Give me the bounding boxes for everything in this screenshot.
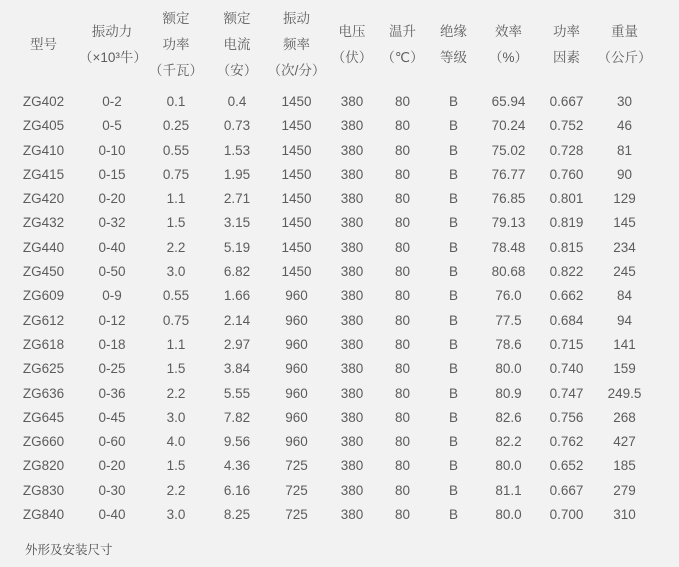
cell-vibration-force: 0-2	[102, 94, 122, 109]
cell-voltage: 380	[340, 434, 364, 450]
cell-efficiency: 70.24	[491, 118, 526, 134]
column-header-efficiency	[480, 0, 537, 90]
cell-temperature-rise: 80	[394, 118, 411, 134]
cell-insulation-class: B	[448, 166, 458, 182]
cell-efficiency: 79.13	[491, 215, 526, 231]
cell-voltage: 380	[340, 458, 364, 474]
column-header-line: （%）	[488, 50, 528, 65]
column-header-line: 型号	[30, 37, 57, 52]
cell-weight: 234	[613, 239, 636, 255]
column-header-vibration-frequency	[267, 0, 326, 90]
cell-rated-power: 2.2	[166, 239, 186, 255]
table-row	[8, 187, 653, 211]
table-row	[8, 503, 653, 527]
cell-rated-current: 5.19	[223, 239, 251, 255]
cell-insulation-class: B	[448, 458, 458, 474]
cell-weight: 249.5	[607, 385, 642, 401]
cell-vibration-frequency: 960	[285, 434, 308, 450]
cell-rated-power: 1.5	[166, 361, 186, 377]
cell-model: ZG432	[22, 215, 65, 231]
cell-vibration-frequency: 1450	[281, 191, 312, 207]
cell-voltage: 380	[340, 312, 364, 328]
cell-model: ZG645	[22, 409, 65, 425]
cell-weight: 129	[613, 191, 636, 207]
column-header-vibration-force	[79, 0, 145, 90]
cell-rated-power: 3.0	[166, 409, 186, 425]
cell-voltage: 380	[340, 118, 364, 134]
cell-model: ZG840	[22, 507, 65, 523]
cell-efficiency: 80.0	[495, 458, 522, 474]
cell-efficiency: 76.77	[491, 166, 526, 182]
cell-power-factor: 0.752	[549, 118, 584, 134]
column-header-line: （千瓦）	[149, 63, 203, 78]
cell-rated-current: 3.84	[223, 361, 251, 377]
cell-rated-current: 3.15	[223, 215, 251, 231]
cell-rated-current: 8.25	[223, 507, 251, 523]
cell-power-factor: 0.715	[549, 336, 584, 352]
column-header-line: 频率	[283, 37, 310, 52]
cell-power-factor: 0.819	[549, 215, 584, 231]
cell-voltage: 380	[340, 409, 364, 425]
table-row	[8, 211, 653, 235]
cell-rated-power: 1.1	[166, 191, 186, 207]
column-header-line: 效率	[495, 24, 522, 39]
table-row	[8, 139, 653, 163]
cell-voltage: 380	[340, 264, 364, 280]
cell-power-factor: 0.760	[549, 166, 584, 182]
cell-weight: 310	[613, 507, 636, 523]
cell-efficiency: 78.6	[495, 336, 522, 352]
cell-insulation-class: B	[448, 434, 458, 450]
cell-model: ZG440	[22, 239, 65, 255]
table-row	[8, 406, 653, 430]
table-row	[8, 333, 653, 357]
cell-vibration-frequency: 1450	[281, 239, 312, 255]
cell-rated-current: 2.71	[223, 191, 251, 207]
column-header-line: （次/分）	[267, 63, 326, 78]
cell-insulation-class: B	[448, 94, 458, 109]
cell-model: ZG636	[22, 385, 65, 401]
cell-vibration-frequency: 1450	[281, 142, 312, 158]
cell-rated-power: 2.2	[166, 482, 186, 498]
column-header-line: （℃）	[381, 50, 424, 65]
cell-insulation-class: B	[448, 361, 458, 377]
cell-temperature-rise: 80	[394, 215, 411, 231]
cell-model: ZG820	[22, 458, 65, 474]
cell-model: ZG450	[22, 264, 65, 280]
column-header-rated-power	[145, 0, 207, 90]
column-header-weight	[596, 0, 653, 90]
cell-weight: 159	[613, 361, 636, 377]
cell-efficiency: 82.6	[495, 409, 522, 425]
cell-insulation-class: B	[448, 409, 458, 425]
cell-insulation-class: B	[448, 482, 458, 498]
cell-rated-power: 0.55	[162, 142, 190, 158]
cell-voltage: 380	[340, 94, 364, 109]
cell-rated-power: 3.0	[166, 507, 186, 523]
cell-power-factor: 0.822	[549, 264, 584, 280]
cell-vibration-force: 0-32	[98, 215, 126, 231]
cell-rated-power: 0.75	[162, 166, 190, 182]
table-body	[8, 90, 653, 527]
table-header-row	[8, 0, 653, 90]
cell-model: ZG410	[22, 142, 65, 158]
cell-efficiency: 81.1	[495, 482, 522, 498]
cell-model: ZG830	[22, 482, 65, 498]
cell-voltage: 380	[340, 336, 364, 352]
column-header-line: 额定	[162, 11, 190, 26]
cell-vibration-force: 0-5	[102, 118, 122, 134]
cell-temperature-rise: 80	[394, 409, 411, 425]
cell-vibration-frequency: 960	[285, 288, 308, 304]
column-header-temperature-rise	[378, 0, 427, 90]
cell-insulation-class: B	[448, 288, 458, 304]
column-header-power-factor	[537, 0, 596, 90]
table-row	[8, 284, 653, 308]
cell-rated-current: 0.4	[227, 94, 247, 109]
cell-efficiency: 65.94	[491, 94, 526, 109]
cell-efficiency: 76.0	[495, 288, 522, 304]
cell-rated-power: 0.1	[166, 94, 186, 109]
column-header-line: 绝缘	[440, 24, 467, 39]
table-row	[8, 479, 653, 503]
cell-vibration-frequency: 1450	[281, 166, 312, 182]
cell-voltage: 380	[340, 239, 364, 255]
cell-vibration-force: 0-25	[98, 361, 126, 377]
cell-rated-power: 0.55	[162, 288, 190, 304]
cell-rated-current: 2.14	[223, 312, 251, 328]
cell-model: ZG415	[22, 166, 65, 182]
cell-weight: 30	[616, 94, 633, 109]
cell-rated-current: 9.56	[223, 434, 251, 450]
cell-rated-current: 5.55	[223, 385, 251, 401]
cell-rated-current: 1.95	[223, 166, 251, 182]
cell-power-factor: 0.747	[549, 385, 584, 401]
column-header-line: 振动力	[91, 24, 133, 39]
cell-efficiency: 80.0	[495, 361, 522, 377]
cell-power-factor: 0.801	[549, 191, 584, 207]
table-row	[8, 260, 653, 284]
table-row	[8, 114, 653, 138]
motor-spec-table	[8, 0, 653, 527]
cell-insulation-class: B	[448, 507, 458, 523]
cell-rated-current: 7.82	[223, 409, 251, 425]
column-header-model	[8, 0, 79, 90]
cell-power-factor: 0.756	[549, 409, 584, 425]
column-header-line: 重量	[611, 24, 638, 39]
cell-vibration-force: 0-9	[102, 288, 122, 304]
table-row	[8, 309, 653, 333]
cell-insulation-class: B	[448, 264, 458, 280]
cell-vibration-force: 0-50	[98, 264, 126, 280]
cell-voltage: 380	[340, 191, 364, 207]
cell-power-factor: 0.667	[549, 482, 584, 498]
column-header-line: 振动	[283, 11, 310, 26]
cell-weight: 279	[613, 482, 636, 498]
cell-rated-power: 4.0	[166, 434, 186, 450]
cell-vibration-force: 0-60	[98, 434, 126, 450]
column-header-line: （伏）	[331, 50, 373, 65]
column-header-line: （安）	[216, 63, 258, 78]
cell-rated-current: 2.97	[223, 336, 251, 352]
cell-rated-current: 1.53	[223, 142, 251, 158]
cell-voltage: 380	[340, 166, 364, 182]
cell-weight: 145	[613, 215, 636, 231]
outline-dimensions-caption: 外形及安装尺寸	[25, 543, 113, 558]
cell-temperature-rise: 80	[394, 191, 411, 207]
column-header-insulation-class	[427, 0, 480, 90]
cell-vibration-frequency: 1450	[281, 94, 312, 109]
table-header	[8, 0, 653, 90]
column-header-line: 因素	[553, 50, 580, 65]
cell-vibration-force: 0-20	[98, 458, 126, 474]
cell-vibration-force: 0-45	[98, 409, 126, 425]
table-row	[8, 357, 653, 381]
cell-model: ZG660	[22, 434, 65, 450]
cell-temperature-rise: 80	[394, 142, 411, 158]
cell-vibration-frequency: 960	[285, 385, 308, 401]
cell-efficiency: 78.48	[491, 239, 526, 255]
cell-weight: 90	[616, 166, 633, 182]
cell-vibration-force: 0-12	[98, 312, 126, 328]
cell-vibration-force: 0-40	[98, 239, 126, 255]
cell-insulation-class: B	[448, 118, 458, 134]
cell-rated-power: 0.25	[162, 118, 190, 134]
cell-power-factor: 0.667	[549, 94, 584, 109]
cell-weight: 427	[613, 434, 636, 450]
table-row	[8, 382, 653, 406]
cell-rated-power: 1.1	[166, 336, 186, 352]
column-header-line: 温升	[389, 24, 416, 39]
column-header-rated-current	[207, 0, 267, 90]
cell-voltage: 380	[340, 142, 364, 158]
cell-vibration-frequency: 960	[285, 312, 308, 328]
cell-temperature-rise: 80	[394, 385, 411, 401]
table-row	[8, 430, 653, 454]
cell-power-factor: 0.815	[549, 239, 584, 255]
cell-model: ZG618	[22, 336, 65, 352]
cell-voltage: 380	[340, 385, 364, 401]
column-header-line: （×10³牛）	[79, 50, 147, 65]
table-row	[8, 236, 653, 260]
cell-weight: 268	[613, 409, 636, 425]
cell-power-factor: 0.684	[549, 312, 584, 328]
cell-insulation-class: B	[448, 191, 458, 207]
cell-vibration-force: 0-36	[98, 385, 126, 401]
column-header-line: 功率	[553, 24, 580, 39]
cell-insulation-class: B	[448, 215, 458, 231]
cell-vibration-force: 0-10	[98, 142, 126, 158]
cell-vibration-force: 0-40	[98, 507, 126, 523]
cell-voltage: 380	[340, 215, 364, 231]
cell-vibration-frequency: 1450	[281, 264, 312, 280]
cell-temperature-rise: 80	[394, 482, 411, 498]
cell-insulation-class: B	[448, 142, 458, 158]
cell-vibration-frequency: 725	[285, 482, 308, 498]
cell-temperature-rise: 80	[394, 94, 411, 109]
cell-vibration-force: 0-30	[98, 482, 126, 498]
cell-efficiency: 76.85	[491, 191, 526, 207]
cell-voltage: 380	[340, 482, 364, 498]
cell-rated-power: 1.5	[166, 215, 186, 231]
cell-model: ZG405	[22, 118, 65, 134]
cell-model: ZG609	[22, 288, 65, 304]
cell-efficiency: 75.02	[491, 142, 526, 158]
cell-rated-current: 6.82	[223, 264, 251, 280]
cell-temperature-rise: 80	[394, 239, 411, 255]
cell-vibration-frequency: 725	[285, 507, 308, 523]
cell-insulation-class: B	[448, 312, 458, 328]
cell-rated-power: 3.0	[166, 264, 186, 280]
cell-temperature-rise: 80	[394, 507, 411, 523]
cell-rated-power: 2.2	[166, 385, 186, 401]
cell-voltage: 380	[340, 288, 364, 304]
column-header-line: 额定	[223, 11, 251, 26]
cell-insulation-class: B	[448, 385, 458, 401]
cell-insulation-class: B	[448, 239, 458, 255]
cell-voltage: 380	[340, 507, 364, 523]
cell-efficiency: 80.68	[491, 264, 526, 280]
cell-vibration-force: 0-20	[98, 191, 126, 207]
cell-power-factor: 0.762	[549, 434, 584, 450]
cell-rated-current: 6.16	[223, 482, 251, 498]
cell-power-factor: 0.700	[549, 507, 584, 523]
table-row	[8, 90, 653, 114]
cell-voltage: 380	[340, 361, 364, 377]
cell-rated-power: 1.5	[166, 458, 186, 474]
cell-power-factor: 0.652	[549, 458, 584, 474]
cell-vibration-frequency: 960	[285, 409, 308, 425]
cell-weight: 185	[613, 458, 636, 474]
cell-power-factor: 0.740	[549, 361, 584, 377]
table-row	[8, 163, 653, 187]
cell-model: ZG420	[22, 191, 65, 207]
column-header-line: （公斤）	[597, 50, 652, 65]
cell-efficiency: 82.2	[495, 434, 522, 450]
cell-model: ZG612	[22, 312, 65, 328]
cell-temperature-rise: 80	[394, 458, 411, 474]
cell-efficiency: 80.0	[495, 507, 522, 523]
cell-weight: 141	[613, 336, 636, 352]
cell-power-factor: 0.728	[549, 142, 584, 158]
column-header-voltage	[326, 0, 378, 90]
cell-weight: 94	[616, 312, 633, 328]
cell-rated-current: 1.66	[223, 288, 251, 304]
cell-weight: 84	[616, 288, 633, 304]
cell-vibration-frequency: 1450	[281, 215, 312, 231]
cell-weight: 46	[616, 118, 633, 134]
cell-vibration-frequency: 960	[285, 361, 308, 377]
cell-insulation-class: B	[448, 336, 458, 352]
cell-temperature-rise: 80	[394, 434, 411, 450]
cell-power-factor: 0.662	[549, 288, 584, 304]
cell-efficiency: 80.9	[495, 385, 522, 401]
cell-weight: 245	[613, 264, 636, 280]
cell-rated-power: 0.75	[162, 312, 190, 328]
cell-vibration-frequency: 1450	[281, 118, 312, 134]
cell-efficiency: 77.5	[495, 312, 522, 328]
cell-rated-current: 0.73	[223, 118, 251, 134]
cell-temperature-rise: 80	[394, 166, 411, 182]
cell-temperature-rise: 80	[394, 361, 411, 377]
cell-vibration-frequency: 725	[285, 458, 308, 474]
table-row	[8, 454, 653, 478]
column-header-line: 电流	[223, 37, 251, 52]
column-header-line: 功率	[162, 37, 190, 52]
cell-vibration-frequency: 960	[285, 336, 308, 352]
cell-weight: 81	[616, 142, 633, 158]
cell-temperature-rise: 80	[394, 336, 411, 352]
column-header-line: 等级	[440, 50, 467, 65]
cell-vibration-force: 0-15	[98, 166, 126, 182]
cell-model: ZG625	[22, 361, 65, 377]
cell-rated-current: 4.36	[223, 458, 251, 474]
cell-vibration-force: 0-18	[98, 336, 126, 352]
cell-model: ZG402	[22, 94, 65, 109]
cell-temperature-rise: 80	[394, 288, 411, 304]
cell-temperature-rise: 80	[394, 264, 411, 280]
cell-temperature-rise: 80	[394, 312, 411, 328]
column-header-line: 电压	[338, 24, 366, 39]
